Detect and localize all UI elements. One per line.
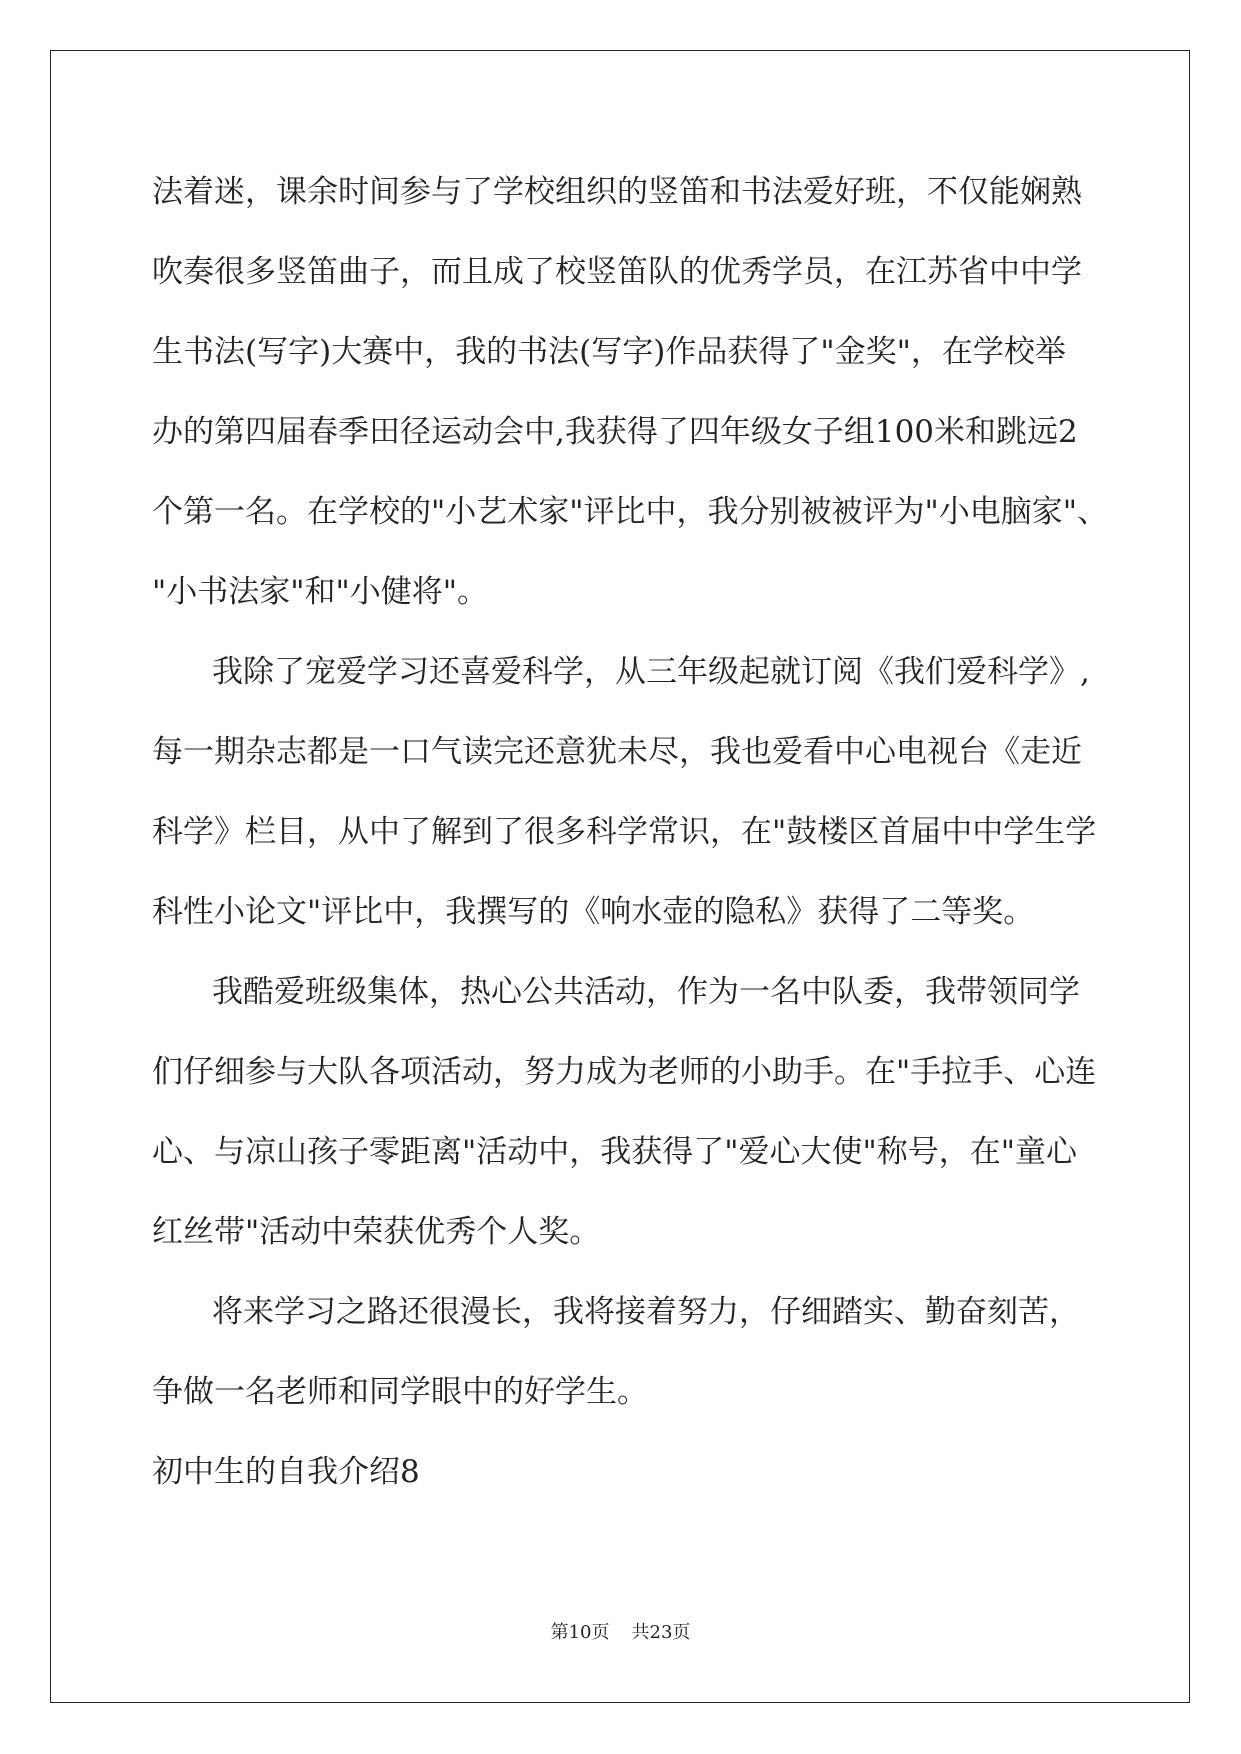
paragraph-start-line: 将来学习之路还很漫长，我将接着努力，仔细踏实、勤奋刻苦， (212, 1294, 1080, 1330)
paragraph-start-line: 我酷爱班级集体，热心公共活动，作为一名中队委，我带领同学 (212, 974, 1080, 1010)
page-total: 共23页 (631, 1622, 691, 1643)
body-line: 个第一名。在学校的"小艺术家"评比中，我分别被被评为"小电脑家"、 (152, 494, 1109, 530)
body-line: 红丝带"活动中荣获优秀个人奖。 (152, 1214, 601, 1250)
page-number: 第10页 (550, 1622, 610, 1643)
body-line: 们仔细参与大队各项活动，努力成为老师的小助手。在"手拉手、心连 (152, 1054, 1097, 1090)
page-footer (0, 1618, 1241, 1644)
body-line: 吹奏很多竖笛曲子，而且成了校竖笛队的优秀学员，在江苏省中中学 (152, 254, 1082, 290)
body-line: 每一期杂志都是一口气读完还意犹未尽，我也爱看中心电视台《走近 (152, 734, 1082, 770)
body-line: 科学》栏目，从中了解到了很多科学常识，在"鼓楼区首届中中学生学 (152, 814, 1097, 850)
body-line: 心、与凉山孩子零距离"活动中，我获得了"爱心大使"称号，在"童心 (152, 1134, 1078, 1170)
body-line: 法着迷，课余时间参与了学校组织的竖笛和书法爱好班，不仅能娴熟 (152, 174, 1082, 210)
body-line: 科性小论文"评比中，我撰写的《响水壶的隐私》获得了二等奖。 (152, 894, 1035, 930)
body-line: 生书法(写字)大赛中，我的书法(写字)作品获得了"金奖"，在学校举 (152, 334, 1066, 370)
body-line: 办的第四届春季田径运动会中,我获得了四年级女子组100米和跳远2 (152, 414, 1078, 450)
section-title: 初中生的自我介绍8 (152, 1454, 420, 1490)
paragraph-start-line: 我除了宠爱学习还喜爱科学，从三年级起就订阅《我们爱科学》, (212, 654, 1090, 690)
body-line: "小书法家"和"小健将"。 (152, 574, 489, 610)
body-line: 争做一名老师和同学眼中的好学生。 (152, 1374, 648, 1410)
